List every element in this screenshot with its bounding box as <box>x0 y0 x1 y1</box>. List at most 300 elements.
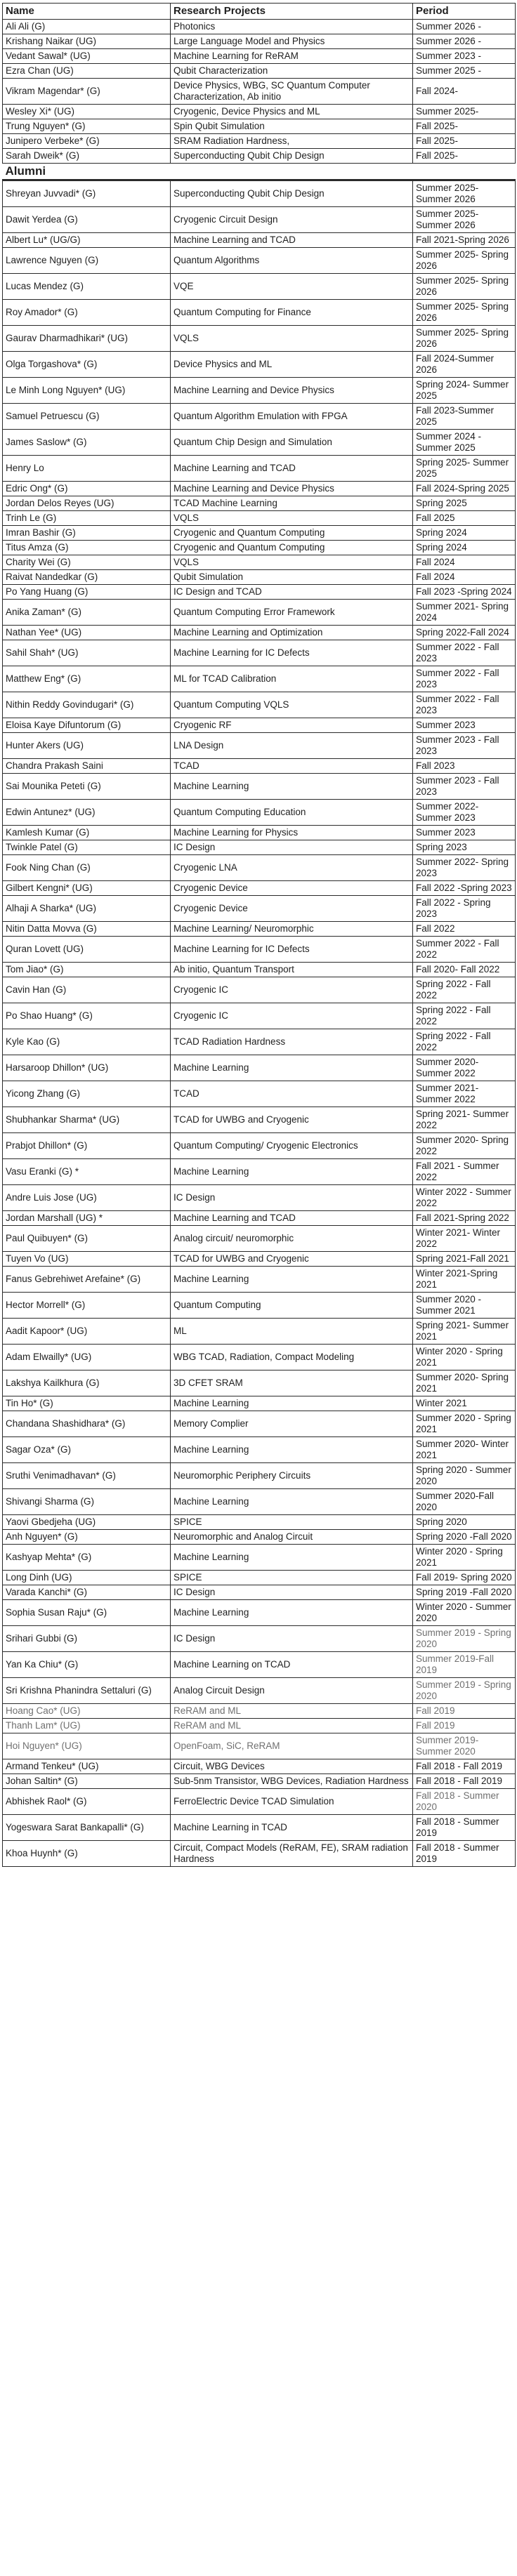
table-row <box>3 1370 516 1396</box>
member-name: Fanus Gebrehiwet Arefaine* (G) <box>3 1267 171 1293</box>
table-row <box>3 1107 516 1133</box>
member-name: Khoa Huynh* (G) <box>3 1841 171 1867</box>
member-name: Cavin Han (G) <box>3 977 171 1003</box>
member-name: Raivat Nandedkar (G) <box>3 570 171 585</box>
member-name: Kashyap Mehta* (G) <box>3 1545 171 1571</box>
member-name: Nithin Reddy Govindugari* (G) <box>3 692 171 718</box>
period: Spring 2022 - Fall 2022 <box>413 977 516 1003</box>
research-project: OpenFoam, SiC, ReRAM <box>171 1733 413 1759</box>
period: Summer 2023 - Fall 2023 <box>413 774 516 800</box>
table-row <box>3 570 516 585</box>
member-name: Lucas Mendez (G) <box>3 274 171 300</box>
research-project: Analog circuit/ neuromorphic <box>171 1226 413 1252</box>
research-project: Machine Learning for ReRAM <box>171 49 413 64</box>
member-name: Nathan Yee* (UG) <box>3 626 171 640</box>
member-name: Varada Kanchi* (G) <box>3 1585 171 1600</box>
table-row <box>3 922 516 937</box>
period: Fall 2024-Summer 2026 <box>413 352 516 378</box>
member-name: Jordan Delos Reyes (UG) <box>3 496 171 511</box>
member-name: Tuyen Vo (UG) <box>3 1252 171 1267</box>
research-project: Cryogenic IC <box>171 977 413 1003</box>
table-row <box>3 20 516 34</box>
table-row <box>3 1545 516 1571</box>
period: Fall 2021-Spring 2022 <box>413 1211 516 1226</box>
table-row <box>3 134 516 149</box>
period: Summer 2024 - Summer 2025 <box>413 430 516 456</box>
research-project: Device Physics, WBG, SC Quantum Computer Characterization, Ab initio <box>171 79 413 105</box>
period: Fall 2021-Spring 2026 <box>413 233 516 248</box>
period: Spring 2025- Summer 2025 <box>413 456 516 482</box>
research-project: Neuromorphic Periphery Circuits <box>171 1463 413 1489</box>
research-project: Photonics <box>171 20 413 34</box>
research-project: Machine Learning and TCAD <box>171 233 413 248</box>
period: Summer 2026 - <box>413 20 516 34</box>
member-name: Aadit Kapoor* (UG) <box>3 1319 171 1345</box>
period: Fall 2018 - Summer 2020 <box>413 1789 516 1815</box>
period: Summer 2026 - <box>413 34 516 49</box>
period: Fall 2021 - Summer 2022 <box>413 1159 516 1185</box>
table-row <box>3 600 516 626</box>
research-project: SPICE <box>171 1571 413 1585</box>
research-project: Machine Learning for IC Defects <box>171 640 413 666</box>
period: Summer 2022- Summer 2023 <box>413 800 516 826</box>
research-project: VQE <box>171 274 413 300</box>
table-row <box>3 404 516 430</box>
table-row <box>3 352 516 378</box>
period: Spring 2021- Summer 2022 <box>413 1107 516 1133</box>
table-row <box>3 511 516 526</box>
research-project: Quantum Computing/ Cryogenic Electronics <box>171 1133 413 1159</box>
table-row <box>3 149 516 164</box>
table-row <box>3 1704 516 1719</box>
header-row <box>3 4 516 20</box>
research-project: Cryogenic Device <box>171 896 413 922</box>
table-row <box>3 1396 516 1411</box>
table-row <box>3 840 516 855</box>
research-project: Machine Learning and TCAD <box>171 456 413 482</box>
period: Summer 2020 - Summer 2021 <box>413 1293 516 1319</box>
table-row <box>3 1133 516 1159</box>
research-project: Machine Learning for IC Defects <box>171 937 413 963</box>
period: Summer 2025- Spring 2026 <box>413 274 516 300</box>
current-members <box>3 20 516 164</box>
period: Fall 2019- Spring 2020 <box>413 1571 516 1585</box>
member-name: Hector Morrell* (G) <box>3 1293 171 1319</box>
research-project: Machine Learning and Device Physics <box>171 378 413 404</box>
member-name: Imran Bashir (G) <box>3 526 171 541</box>
table-row <box>3 1515 516 1530</box>
research-project: Machine Learning on TCAD <box>171 1652 413 1678</box>
alumni-section <box>3 164 516 180</box>
table-row <box>3 1411 516 1437</box>
research-project: Machine Learning/ Neuromorphic <box>171 922 413 937</box>
research-project: VQLS <box>171 555 413 570</box>
roster-table <box>2 3 516 1867</box>
research-project: Cryogenic Circuit Design <box>171 207 413 233</box>
table-row <box>3 1029 516 1055</box>
member-name: Kamlesh Kumar (G) <box>3 826 171 840</box>
member-name: Sahil Shah* (UG) <box>3 640 171 666</box>
member-name: Krishang Naikar (UG) <box>3 34 171 49</box>
period: Fall 2025- <box>413 149 516 164</box>
table-row <box>3 1211 516 1226</box>
research-project: TCAD <box>171 1081 413 1107</box>
period: Spring 2019 -Fall 2020 <box>413 1585 516 1600</box>
member-name: Tin Ho* (G) <box>3 1396 171 1411</box>
table-row <box>3 1226 516 1252</box>
period: Summer 2022 - Fall 2022 <box>413 937 516 963</box>
period: Summer 2022 - Fall 2023 <box>413 640 516 666</box>
research-project: Machine Learning and TCAD <box>171 1211 413 1226</box>
member-name: Albert Lu* (UG/G) <box>3 233 171 248</box>
member-name: Wesley Xi* (UG) <box>3 105 171 119</box>
period: Summer 2019- Summer 2020 <box>413 1733 516 1759</box>
table-row <box>3 1626 516 1652</box>
research-project: Machine Learning for Physics <box>171 826 413 840</box>
table-row <box>3 937 516 963</box>
table-row <box>3 49 516 64</box>
research-project: TCAD for UWBG and Cryogenic <box>171 1107 413 1133</box>
research-project: Quantum Computing Error Framework <box>171 600 413 626</box>
member-name: Prabjot Dhillon* (G) <box>3 1133 171 1159</box>
member-name: Matthew Eng* (G) <box>3 666 171 692</box>
table-row <box>3 555 516 570</box>
project-column-header: Research Projects <box>171 4 413 20</box>
period: Summer 2025- Spring 2026 <box>413 326 516 352</box>
research-project: Cryogenic LNA <box>171 855 413 881</box>
member-name: Andre Luis Jose (UG) <box>3 1185 171 1211</box>
research-project: Machine Learning and Device Physics <box>171 482 413 496</box>
period: Summer 2025- Summer 2026 <box>413 180 516 207</box>
research-project: Cryogenic, Device Physics and ML <box>171 105 413 119</box>
table-row <box>3 1252 516 1267</box>
research-project: IC Design <box>171 840 413 855</box>
member-name: Anika Zaman* (G) <box>3 600 171 626</box>
member-name: Armand Tenkeu* (UG) <box>3 1759 171 1774</box>
period: Spring 2021-Fall 2021 <box>413 1252 516 1267</box>
table-row <box>3 378 516 404</box>
period: Summer 2025 - <box>413 64 516 79</box>
research-project: Machine Learning <box>171 1055 413 1081</box>
research-project: TCAD <box>171 759 413 774</box>
member-name: Anh Nguyen* (G) <box>3 1530 171 1545</box>
period: Fall 2022 <box>413 922 516 937</box>
member-name: Johan Saltin* (G) <box>3 1774 171 1789</box>
research-project: Sub-5nm Transistor, WBG Devices, Radiation Hardness <box>171 1774 413 1789</box>
member-name: Jordan Marshall (UG) * <box>3 1211 171 1226</box>
period: Fall 2025- <box>413 134 516 149</box>
member-name: Samuel Petruescu (G) <box>3 404 171 430</box>
research-project: Quantum Computing for Finance <box>171 300 413 326</box>
period: Fall 2024 <box>413 555 516 570</box>
period: Winter 2021-Spring 2021 <box>413 1267 516 1293</box>
member-name: Shreyan Juvvadi* (G) <box>3 180 171 207</box>
table-row <box>3 733 516 759</box>
table-row <box>3 774 516 800</box>
table-row <box>3 1081 516 1107</box>
table-row <box>3 626 516 640</box>
member-name: Titus Amza (G) <box>3 541 171 555</box>
research-project: Quantum Algorithms <box>171 248 413 274</box>
period: Summer 2021- Summer 2022 <box>413 1081 516 1107</box>
member-name: Nitin Datta Movva (G) <box>3 922 171 937</box>
table-row <box>3 1530 516 1545</box>
research-project: Large Language Model and Physics <box>171 34 413 49</box>
research-project: Superconducting Qubit Chip Design <box>171 149 413 164</box>
member-name: Adam Elwailly* (UG) <box>3 1345 171 1370</box>
research-project: Neuromorphic and Analog Circuit <box>171 1530 413 1545</box>
member-name: Shubhankar Sharma* (UG) <box>3 1107 171 1133</box>
research-project: Machine Learning and Optimization <box>171 626 413 640</box>
member-name: Yogeswara Sarat Bankapalli* (G) <box>3 1815 171 1841</box>
table-row <box>3 1652 516 1678</box>
period: Fall 2023 <box>413 759 516 774</box>
table-row <box>3 274 516 300</box>
member-name: Henry Lo <box>3 456 171 482</box>
period: Summer 2020- Summer 2022 <box>413 1055 516 1081</box>
research-project: Quantum Algorithm Emulation with FPGA <box>171 404 413 430</box>
table-row <box>3 666 516 692</box>
table-row <box>3 585 516 600</box>
table-row <box>3 1815 516 1841</box>
period: Summer 2021- Spring 2024 <box>413 600 516 626</box>
member-name: Hoi Nguyen* (UG) <box>3 1733 171 1759</box>
research-project: Cryogenic and Quantum Computing <box>171 541 413 555</box>
research-project: Quantum Computing VQLS <box>171 692 413 718</box>
research-project: FerroElectric Device TCAD Simulation <box>171 1789 413 1815</box>
research-project: TCAD Radiation Hardness <box>171 1029 413 1055</box>
member-name: Sagar Oza* (G) <box>3 1437 171 1463</box>
member-name: Shivangi Sharma (G) <box>3 1489 171 1515</box>
research-project: Cryogenic RF <box>171 718 413 733</box>
research-project: SRAM Radiation Hardness, <box>171 134 413 149</box>
table-row <box>3 430 516 456</box>
alumni-members <box>3 180 516 1867</box>
period: Summer 2023 - <box>413 49 516 64</box>
table-row <box>3 482 516 496</box>
research-project: TCAD for UWBG and Cryogenic <box>171 1252 413 1267</box>
table-row <box>3 1345 516 1370</box>
period: Spring 2020 <box>413 1515 516 1530</box>
research-project: IC Design and TCAD <box>171 585 413 600</box>
period: Summer 2019 - Spring 2020 <box>413 1678 516 1704</box>
period: Summer 2019-Fall 2019 <box>413 1652 516 1678</box>
table-row <box>3 456 516 482</box>
table-row <box>3 180 516 207</box>
period: Summer 2023 - Fall 2023 <box>413 733 516 759</box>
period: Summer 2020- Spring 2022 <box>413 1133 516 1159</box>
table-row <box>3 326 516 352</box>
table-row <box>3 692 516 718</box>
period: Summer 2022 - Fall 2023 <box>413 692 516 718</box>
member-name: Po Yang Huang (G) <box>3 585 171 600</box>
member-name: Twinkle Patel (G) <box>3 840 171 855</box>
period: Spring 2020 -Fall 2020 <box>413 1530 516 1545</box>
research-project: Quantum Computing Education <box>171 800 413 826</box>
period: Spring 2020 - Summer 2020 <box>413 1463 516 1489</box>
research-project: ReRAM and ML <box>171 1719 413 1733</box>
table-row <box>3 1003 516 1029</box>
research-project: Analog Circuit Design <box>171 1678 413 1704</box>
member-name: Abhishek Raol* (G) <box>3 1789 171 1815</box>
period: Spring 2022 - Fall 2022 <box>413 1003 516 1029</box>
period: Winter 2020 - Spring 2021 <box>413 1345 516 1370</box>
table-row <box>3 1585 516 1600</box>
period: Fall 2024-Spring 2025 <box>413 482 516 496</box>
table-row <box>3 233 516 248</box>
table-row <box>3 1789 516 1815</box>
period: Summer 2022- Spring 2023 <box>413 855 516 881</box>
research-project: Superconducting Qubit Chip Design <box>171 180 413 207</box>
research-project: Machine Learning <box>171 1545 413 1571</box>
period: Fall 2022 -Spring 2023 <box>413 881 516 896</box>
table-row <box>3 718 516 733</box>
table-row <box>3 977 516 1003</box>
research-project: Machine Learning <box>171 1396 413 1411</box>
period: Fall 2023 -Spring 2024 <box>413 585 516 600</box>
member-name: Eloisa Kaye Difuntorum (G) <box>3 718 171 733</box>
period: Fall 2018 - Fall 2019 <box>413 1774 516 1789</box>
table-row <box>3 800 516 826</box>
table-row <box>3 1293 516 1319</box>
research-project: TCAD Machine Learning <box>171 496 413 511</box>
period: Summer 2023 <box>413 718 516 733</box>
research-project: Qubit Simulation <box>171 570 413 585</box>
period: Spring 2022-Fall 2024 <box>413 626 516 640</box>
table-row <box>3 1319 516 1345</box>
name-column-header: Name <box>3 4 171 20</box>
member-name: Gilbert Kengni* (UG) <box>3 881 171 896</box>
member-name: Po Shao Huang* (G) <box>3 1003 171 1029</box>
table-row <box>3 1759 516 1774</box>
research-project: IC Design <box>171 1585 413 1600</box>
member-name: Junipero Verbeke* (G) <box>3 134 171 149</box>
table-row <box>3 541 516 555</box>
table-row <box>3 1678 516 1704</box>
member-name: Chandana Shashidhara* (G) <box>3 1411 171 1437</box>
period: Winter 2021- Winter 2022 <box>413 1226 516 1252</box>
table-row <box>3 640 516 666</box>
research-project: ReRAM and ML <box>171 1704 413 1719</box>
table-row <box>3 105 516 119</box>
research-project: Ab initio, Quantum Transport <box>171 963 413 977</box>
research-project: Cryogenic Device <box>171 881 413 896</box>
table-row <box>3 1719 516 1733</box>
period: Spring 2023 <box>413 840 516 855</box>
period: Fall 2019 <box>413 1719 516 1733</box>
period: Fall 2018 - Summer 2019 <box>413 1841 516 1867</box>
period: Fall 2020- Fall 2022 <box>413 963 516 977</box>
member-name: Srihari Gubbi (G) <box>3 1626 171 1652</box>
period: Summer 2023 <box>413 826 516 840</box>
period: Spring 2024 <box>413 526 516 541</box>
member-name: James Saslow* (G) <box>3 430 171 456</box>
member-name: Chandra Prakash Saini <box>3 759 171 774</box>
table-row <box>3 207 516 233</box>
period: Winter 2020 - Spring 2021 <box>413 1545 516 1571</box>
research-project: ML <box>171 1319 413 1345</box>
table-row <box>3 300 516 326</box>
member-name: Gaurav Dharmadhikari* (UG) <box>3 326 171 352</box>
alumni-heading: Alumni <box>3 164 516 180</box>
member-name: Roy Amador* (G) <box>3 300 171 326</box>
research-project: Machine Learning <box>171 1600 413 1626</box>
research-project: Machine Learning <box>171 1267 413 1293</box>
table-row <box>3 1463 516 1489</box>
table-row <box>3 526 516 541</box>
table-row <box>3 1733 516 1759</box>
table-row <box>3 64 516 79</box>
member-name: Kyle Kao (G) <box>3 1029 171 1055</box>
member-name: Long Dinh (UG) <box>3 1571 171 1585</box>
research-project: Memory Complier <box>171 1411 413 1437</box>
period: Summer 2025- Spring 2026 <box>413 300 516 326</box>
period: Summer 2020 - Spring 2021 <box>413 1411 516 1437</box>
research-project: VQLS <box>171 511 413 526</box>
table-row <box>3 826 516 840</box>
member-name: Edric Ong* (G) <box>3 482 171 496</box>
member-name: Quran Lovett (UG) <box>3 937 171 963</box>
table-row <box>3 34 516 49</box>
research-project: ML for TCAD Calibration <box>171 666 413 692</box>
period: Fall 2019 <box>413 1704 516 1719</box>
period: Summer 2020- Winter 2021 <box>413 1437 516 1463</box>
period: Winter 2022 - Summer 2022 <box>413 1185 516 1211</box>
period: Winter 2020 - Summer 2020 <box>413 1600 516 1626</box>
table-row <box>3 1185 516 1211</box>
table-row <box>3 79 516 105</box>
table-row <box>3 855 516 881</box>
member-name: Sai Mounika Peteti (G) <box>3 774 171 800</box>
table-row <box>3 759 516 774</box>
research-project: Machine Learning in TCAD <box>171 1815 413 1841</box>
period: Summer 2025- <box>413 105 516 119</box>
member-name: Vikram Magendar* (G) <box>3 79 171 105</box>
period: Summer 2019 - Spring 2020 <box>413 1626 516 1652</box>
table-row <box>3 1841 516 1867</box>
member-name: Lakshya Kailkhura (G) <box>3 1370 171 1396</box>
member-name: Olga Torgashova* (G) <box>3 352 171 378</box>
research-project: IC Design <box>171 1626 413 1652</box>
member-name: Fook Ning Chan (G) <box>3 855 171 881</box>
period: Summer 2020- Spring 2021 <box>413 1370 516 1396</box>
period: Spring 2021- Summer 2021 <box>413 1319 516 1345</box>
period: Fall 2025 <box>413 511 516 526</box>
period: Summer 2020-Fall 2020 <box>413 1489 516 1515</box>
research-project: Machine Learning <box>171 1159 413 1185</box>
member-name: Vedant Sawal* (UG) <box>3 49 171 64</box>
research-project: Circuit, WBG Devices <box>171 1759 413 1774</box>
research-project: VQLS <box>171 326 413 352</box>
period: Spring 2022 - Fall 2022 <box>413 1029 516 1055</box>
table-row <box>3 1600 516 1626</box>
period: Summer 2022 - Fall 2023 <box>413 666 516 692</box>
member-name: Sophia Susan Raju* (G) <box>3 1600 171 1626</box>
period: Fall 2022 - Spring 2023 <box>413 896 516 922</box>
member-name: Tom Jiao* (G) <box>3 963 171 977</box>
table-row <box>3 119 516 134</box>
period: Fall 2023-Summer 2025 <box>413 404 516 430</box>
table-row <box>3 1774 516 1789</box>
member-name: Ezra Chan (UG) <box>3 64 171 79</box>
member-name: Lawrence Nguyen (G) <box>3 248 171 274</box>
table-row <box>3 896 516 922</box>
member-name: Yicong Zhang (G) <box>3 1081 171 1107</box>
period: Fall 2024- <box>413 79 516 105</box>
period: Spring 2025 <box>413 496 516 511</box>
research-project: IC Design <box>171 1185 413 1211</box>
research-project: Cryogenic IC <box>171 1003 413 1029</box>
